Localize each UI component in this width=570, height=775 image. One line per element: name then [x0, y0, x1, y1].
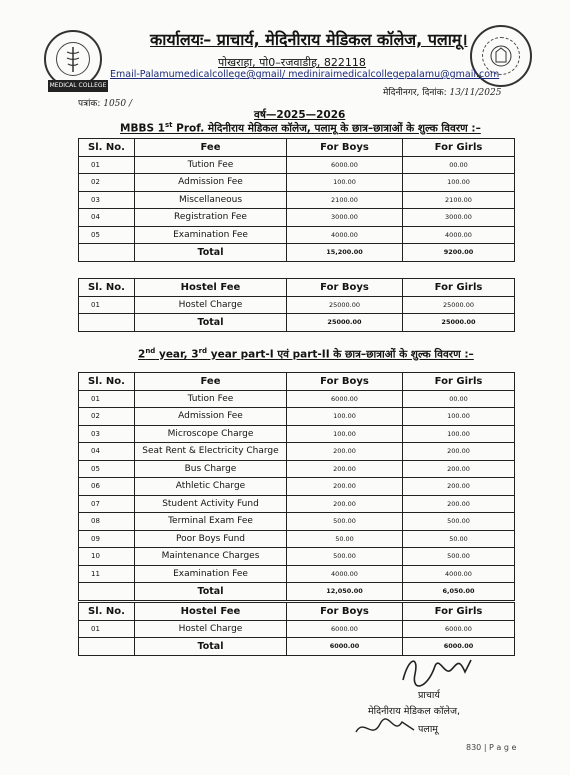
section2-p2: year, 3	[155, 348, 199, 361]
section1-suffix: Prof. मेदिनीराय मेडिकल कॉलेज, पलामू के छात्र–छात्राओं के शुल्क विवरण :–	[172, 122, 481, 135]
boys-cell: 100.00	[287, 174, 403, 192]
girls-cell: 500.00	[403, 513, 515, 531]
fee-cell: Seat Rent & Electricity Charge	[135, 443, 287, 461]
sl-cell	[79, 314, 135, 332]
fee-cell: Hostel Charge	[135, 620, 287, 638]
boys-cell: 4000.00	[287, 565, 403, 583]
table-row	[79, 296, 515, 314]
table-row	[79, 495, 515, 513]
col-header-hostel-fee: Hostel Fee	[135, 603, 287, 621]
table-row	[79, 530, 515, 548]
boys-cell: 200.00	[287, 478, 403, 496]
total-boys: 15,200.00	[287, 244, 403, 262]
total-boys: 12,050.00	[287, 583, 403, 601]
sl-cell	[79, 583, 135, 601]
fee-cell: Registration Fee	[135, 209, 287, 227]
fee-cell: Miscellaneous	[135, 191, 287, 209]
col-header-girls: For Girls	[403, 279, 515, 297]
fee-cell: Microscope Charge	[135, 425, 287, 443]
date-value: 13/11/2025	[449, 88, 502, 98]
total-row	[79, 583, 515, 601]
total-label: Total	[135, 583, 287, 601]
boys-cell: 50.00	[287, 530, 403, 548]
office-email: Email-Palamumedicalcollege@gmail/ medinirаimedicalcollegepalamu@gmail.com	[110, 69, 500, 80]
fee-cell: Poor Boys Fund	[135, 530, 287, 548]
sl-cell: 01	[79, 390, 135, 408]
section-heading-later-years	[138, 347, 474, 362]
col-header-sl: Sl. No.	[79, 279, 135, 297]
fee-cell: Examination Fee	[135, 226, 287, 244]
fee-cell: Hostel Charge	[135, 296, 287, 314]
logo-left-badge: MEDICAL COLLEGE	[48, 80, 108, 92]
total-girls: 25000.00	[403, 314, 515, 332]
signatory-college: मेदिनीराय मेडिकल कॉलेज,	[368, 706, 461, 717]
total-boys: 6000.00	[287, 638, 403, 656]
hostel-table-later-years	[78, 602, 515, 656]
sl-cell: 11	[79, 565, 135, 583]
total-boys: 25000.00	[287, 314, 403, 332]
girls-cell: 500.00	[403, 548, 515, 566]
col-header-boys: For Boys	[287, 139, 403, 157]
sl-cell: 02	[79, 408, 135, 426]
sl-cell: 04	[79, 209, 135, 227]
girls-cell: 25000.00	[403, 296, 515, 314]
col-header-boys: For Boys	[287, 603, 403, 621]
sl-cell: 01	[79, 296, 135, 314]
table-row	[79, 425, 515, 443]
sl-cell: 07	[79, 495, 135, 513]
sl-cell: 03	[79, 191, 135, 209]
girls-cell: 2100.00	[403, 191, 515, 209]
girls-cell: 00.00	[403, 390, 515, 408]
boys-cell: 100.00	[287, 408, 403, 426]
girls-cell: 100.00	[403, 408, 515, 426]
girls-cell: 6000.00	[403, 620, 515, 638]
fee-cell: Athletic Charge	[135, 478, 287, 496]
section2-p3: year part-I एवं part-II के छात्र–छात्राओं के शुल्क विवरण :–	[207, 348, 474, 361]
sl-cell: 06	[79, 478, 135, 496]
girls-cell: 200.00	[403, 443, 515, 461]
girls-cell: 200.00	[403, 460, 515, 478]
boys-cell: 2100.00	[287, 191, 403, 209]
col-header-sl: Sl. No.	[79, 373, 135, 391]
boys-cell: 6000.00	[287, 620, 403, 638]
sl-cell: 10	[79, 548, 135, 566]
sl-cell: 08	[79, 513, 135, 531]
col-header-boys: For Boys	[287, 373, 403, 391]
table-row	[79, 408, 515, 426]
sl-cell	[79, 244, 135, 262]
signatory-designation: प्राचार्य	[418, 690, 440, 701]
fee-cell: Student Activity Fund	[135, 495, 287, 513]
table-row	[79, 620, 515, 638]
col-header-girls: For Girls	[403, 373, 515, 391]
sl-cell: 01	[79, 156, 135, 174]
sl-cell	[79, 638, 135, 656]
boys-cell: 4000.00	[287, 226, 403, 244]
total-row	[79, 314, 515, 332]
girls-cell: 50.00	[403, 530, 515, 548]
sl-cell: 04	[79, 443, 135, 461]
fee-cell: Tution Fee	[135, 156, 287, 174]
boys-cell: 200.00	[287, 495, 403, 513]
principal-signature	[395, 650, 485, 699]
table-row	[79, 191, 515, 209]
girls-cell: 100.00	[403, 174, 515, 192]
col-header-fee: Fee	[135, 139, 287, 157]
caduceus-emblem-icon	[56, 42, 90, 76]
sl-cell: 02	[79, 174, 135, 192]
col-header-boys: For Boys	[287, 279, 403, 297]
issue-date	[383, 85, 501, 98]
total-label: Total	[135, 638, 287, 656]
boys-cell: 6000.00	[287, 390, 403, 408]
sl-cell: 05	[79, 226, 135, 244]
table-row	[79, 460, 515, 478]
fee-cell: Maintenance Charges	[135, 548, 287, 566]
col-header-girls: For Girls	[403, 139, 515, 157]
academic-year: वर्ष—2025—2026	[254, 109, 346, 121]
col-header-sl: Sl. No.	[79, 139, 135, 157]
boys-cell: 200.00	[287, 443, 403, 461]
section2-s2: rd	[198, 347, 208, 355]
second-signature	[352, 714, 422, 746]
boys-cell: 3000.00	[287, 209, 403, 227]
table-row	[79, 443, 515, 461]
fee-table-first-prof	[78, 138, 515, 262]
fee-cell: Tution Fee	[135, 390, 287, 408]
sl-cell: 03	[79, 425, 135, 443]
fee-cell: Bus Charge	[135, 460, 287, 478]
hostel-table-first-prof	[78, 278, 515, 332]
girls-cell: 4000.00	[403, 226, 515, 244]
table-row	[79, 156, 515, 174]
signatory-place: पलामू	[418, 724, 438, 735]
girls-cell: 3000.00	[403, 209, 515, 227]
girls-cell: 200.00	[403, 495, 515, 513]
boys-cell: 25000.00	[287, 296, 403, 314]
page-number: 830 | P a g e	[466, 743, 517, 752]
sl-cell: 09	[79, 530, 135, 548]
fee-table-later-years	[78, 372, 515, 601]
reference-label: पत्रांक:	[78, 99, 101, 109]
boys-cell: 6000.00	[287, 156, 403, 174]
table-row	[79, 548, 515, 566]
total-label: Total	[135, 244, 287, 262]
girls-cell: 200.00	[403, 478, 515, 496]
table-row	[79, 174, 515, 192]
fee-cell: Examination Fee	[135, 565, 287, 583]
reference-value: 1050 /	[103, 99, 133, 109]
table-row	[79, 565, 515, 583]
total-girls: 6000.00	[403, 638, 515, 656]
boys-cell: 500.00	[287, 513, 403, 531]
table-row	[79, 209, 515, 227]
girls-cell: 4000.00	[403, 565, 515, 583]
sl-cell: 05	[79, 460, 135, 478]
reference-number	[78, 96, 132, 109]
office-title: कार्यालयः– प्राचार्य, मेदिनीराय मेडिकल कॉलेज, पलामू।	[150, 30, 468, 49]
table-row	[79, 478, 515, 496]
boys-cell: 100.00	[287, 425, 403, 443]
girls-cell: 100.00	[403, 425, 515, 443]
section1-sup: st	[164, 121, 173, 129]
table-row	[79, 390, 515, 408]
boys-cell: 200.00	[287, 460, 403, 478]
col-header-sl: Sl. No.	[79, 603, 135, 621]
boys-cell: 500.00	[287, 548, 403, 566]
section-heading-first-prof	[120, 121, 481, 136]
col-header-hostel-fee: Hostel Fee	[135, 279, 287, 297]
section2-s1: nd	[145, 347, 156, 355]
total-girls: 9200.00	[403, 244, 515, 262]
girls-cell: 00.00	[403, 156, 515, 174]
total-girls: 6,050.00	[403, 583, 515, 601]
date-label: मेदिनीनगर, दिनांक:	[383, 88, 447, 98]
fee-cell: Admission Fee	[135, 174, 287, 192]
office-address: पोखराहा, पो0–रजवाडीह, 822118	[218, 56, 366, 69]
table-row	[79, 226, 515, 244]
table-row	[79, 513, 515, 531]
col-header-girls: For Girls	[403, 603, 515, 621]
sl-cell: 01	[79, 620, 135, 638]
col-header-fee: Fee	[135, 373, 287, 391]
section2-p1: 2	[138, 348, 146, 361]
total-row	[79, 244, 515, 262]
fee-cell: Terminal Exam Fee	[135, 513, 287, 531]
section1-prefix: MBBS 1	[120, 122, 165, 135]
total-label: Total	[135, 314, 287, 332]
fee-cell: Admission Fee	[135, 408, 287, 426]
